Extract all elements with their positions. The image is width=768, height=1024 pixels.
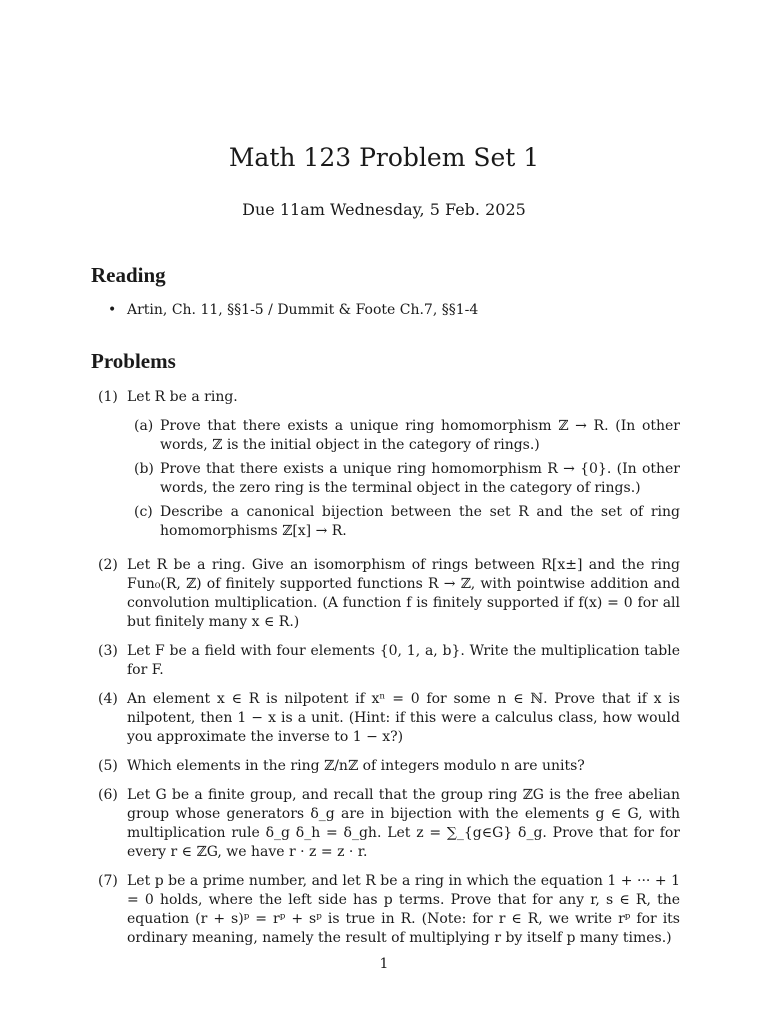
- document-title: Math 123 Problem Set 1: [228, 143, 540, 172]
- subproblem-list: [134, 417, 680, 541]
- subproblem-label: (a): [134, 418, 154, 434]
- problem-body: [127, 690, 680, 747]
- problem-body: [127, 786, 680, 862]
- problem-item: [98, 642, 680, 680]
- due-date: Due 11am Wednesday, 5 Feb. 2025: [242, 200, 526, 219]
- subproblem-item: [134, 503, 680, 541]
- problem-body: [127, 642, 680, 680]
- problem-text: Let F be a field with four elements {0, 1, a, b}. Write the multiplication table for F.: [127, 643, 680, 678]
- reading-item: [108, 302, 688, 318]
- subproblem-item: [134, 417, 680, 455]
- problem-text: Let G be a finite group, and recall that the group ring ℤG is the free abelian group whose generators δ_g are in bijection with the elements g ∈ G, with multiplication rule δ_g δ_h = δ_gh. Let z = ∑_{g∈G} δ_g. Prove that for for every r ∈ ℤG, we have r · z = z · r.: [127, 787, 680, 860]
- problem-number: (3): [98, 643, 118, 659]
- subproblem-text: Describe a canonical bijection between the set R and the set of ring homomorphisms ℤ[x] → R.: [160, 504, 680, 539]
- problems-heading: Problems: [91, 349, 176, 373]
- problem-body: [127, 388, 680, 546]
- subproblem-label: (b): [134, 461, 154, 477]
- problem-body: [127, 872, 680, 948]
- reading-item-text: Artin, Ch. 11, §§1-5 / Dummit & Foote Ch.7, §§1-4: [127, 302, 479, 318]
- reading-heading: Reading: [91, 263, 166, 287]
- problem-item: [98, 872, 680, 948]
- problem-body: [127, 757, 680, 776]
- problem-text: Let p be a prime number, and let R be a ring in which the equation 1 + ··· + 1 = 0 holds, where the left side has p terms. Prove that for any r, s ∈ R, the equation (r + s)ᵖ = rᵖ + sᵖ is true in R. (Note: for r ∈ R, we write rᵖ for its ordinary meaning, namely the result of multiplying r by itself p many times.): [127, 873, 680, 946]
- problem-text: Which elements in the ring ℤ/nℤ of integers modulo n are units?: [127, 758, 585, 774]
- problem-text: An element x ∈ R is nilpotent if xⁿ = 0 for some n ∈ ℕ. Prove that if x is nilpotent, then 1 − x is a unit. (Hint: if this were a calculus class, how would you approximate the inverse to 1 − x?): [127, 691, 680, 745]
- problem-number: (4): [98, 691, 118, 707]
- subproblem-label: (c): [134, 504, 153, 520]
- problem-number: (5): [98, 758, 118, 774]
- problem-item: [98, 757, 680, 776]
- subproblem-text: Prove that there exists a unique ring homomorphism R → {0}. (In other words, the zero ring is the terminal object in the category of rings.): [160, 461, 680, 496]
- problem-text: Let R be a ring. Give an isomorphism of rings between R[x±] and the ring Fun₀(R, ℤ) of finitely supported functions R → ℤ, with pointwise addition and convolution multiplication. (A function f is finitely supported if f(x) = 0 for all but finitely many x ∈ R.): [127, 557, 680, 630]
- problem-number: (7): [98, 873, 118, 889]
- problem-body: [127, 556, 680, 632]
- problem-number: (6): [98, 787, 118, 803]
- problem-item: [98, 690, 680, 747]
- problem-item: [98, 556, 680, 632]
- subproblem-item: [134, 460, 680, 498]
- problem-list: [98, 388, 680, 958]
- bullet-icon: •: [108, 302, 117, 318]
- reading-list: [108, 302, 688, 318]
- page-number: 1: [379, 956, 389, 972]
- problem-number: (2): [98, 557, 118, 573]
- problem-number: (1): [98, 389, 118, 405]
- subproblem-text: Prove that there exists a unique ring homomorphism ℤ → R. (In other words, ℤ is the initial object in the category of rings.): [160, 418, 680, 453]
- problem-item: [98, 786, 680, 862]
- problem-text: Let R be a ring.: [127, 389, 238, 405]
- problem-item: [98, 388, 680, 546]
